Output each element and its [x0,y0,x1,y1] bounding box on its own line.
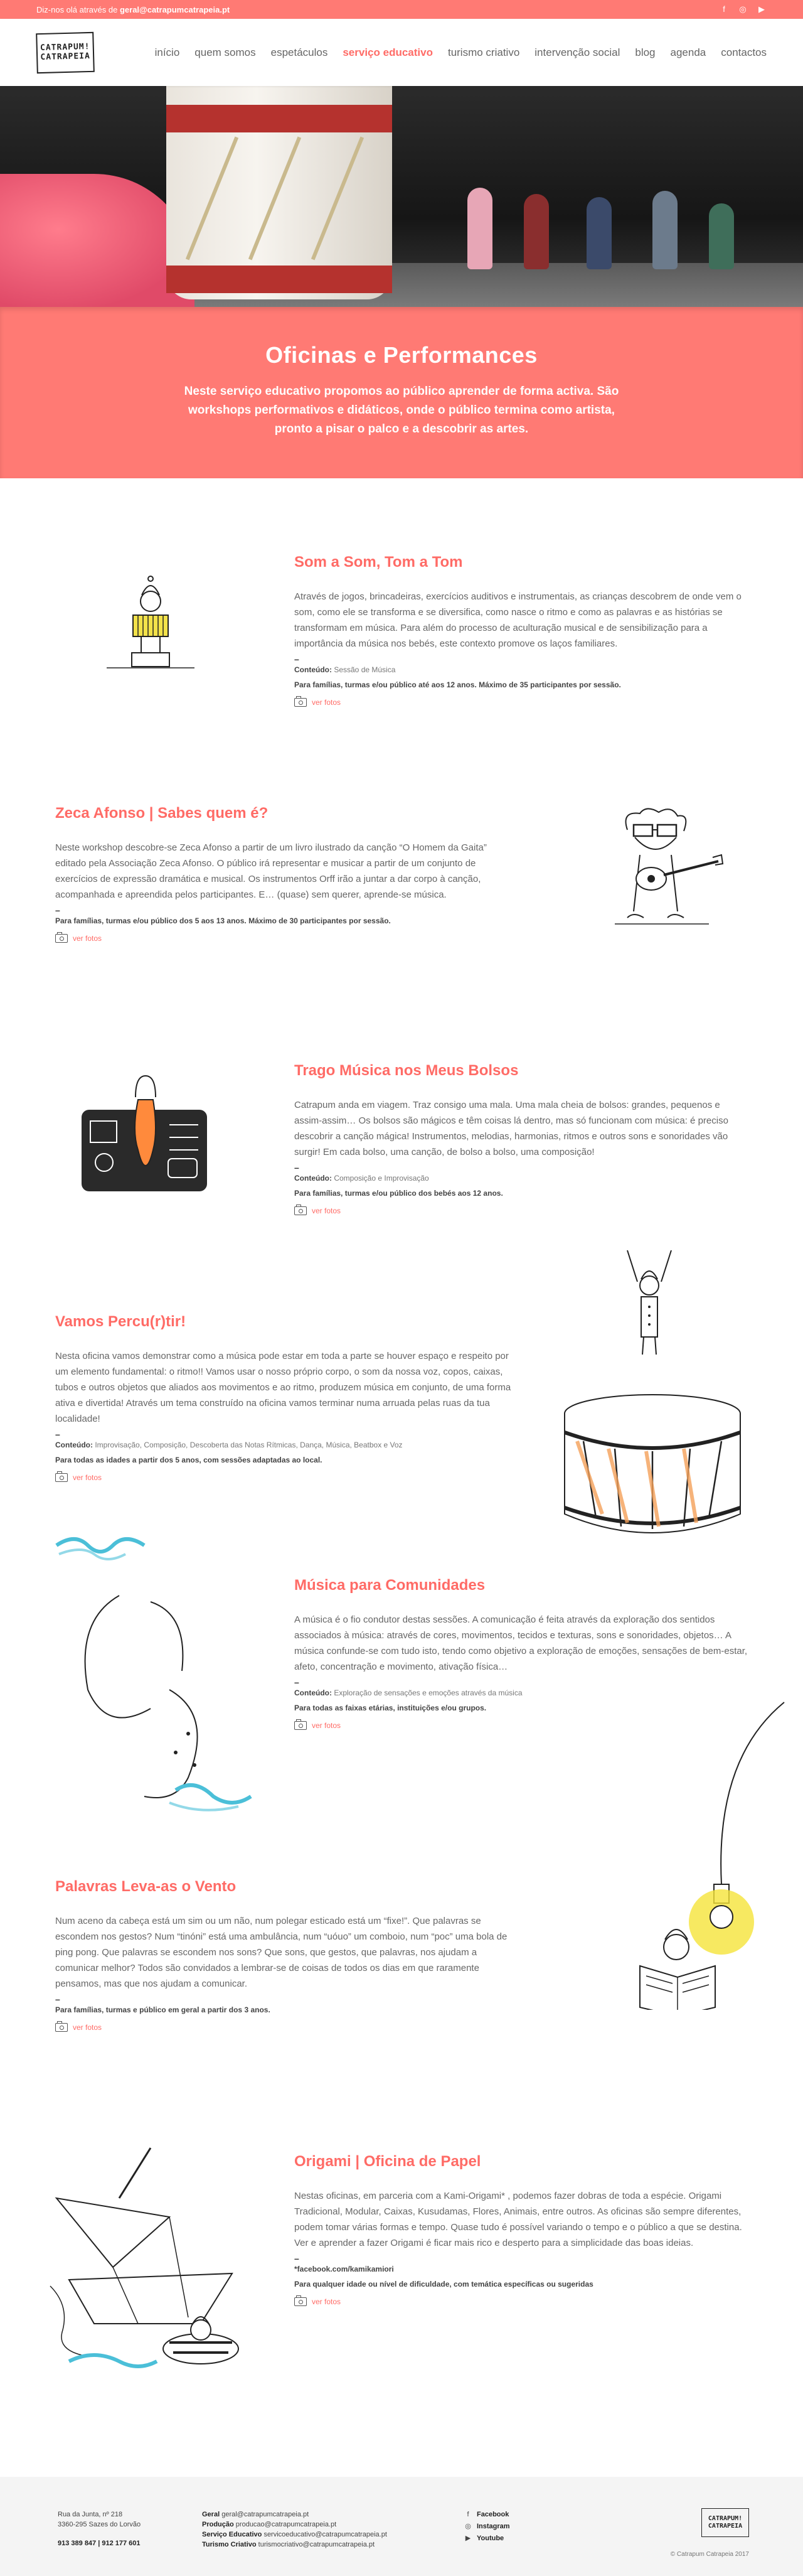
site-footer [0,2477,803,2576]
workshop-description: Nesta oficina vamos demonstrar como a música pode estar em toda a parte se houver espaço e respeito por um elemento fundamental: o ritmo!! Vamos usar o nosso próprio corpo, o som da nossa voz, copos, caixas, tubos e outros objetos que aliados aos movimentos e ao ritmo, produzem música em conjunto, de uma forma ativa e divertida! Através um tema construído na oficina vamos terminar numa arruada pelas ruas da tua localidade! [55,1351,511,1424]
workshop-photos-link[interactable] [294,2297,750,2306]
nav-item-agenda[interactable]: agenda [670,46,706,58]
workshop-description: Neste workshop descobre-se Zeca Afonso a partir de um livro ilustrado da canção “O Homem da Gaita” editado pela Associação Zeca Afonso. O público irá representar e musicar a partir de um conjunto de exercícios de expressão dramática e musical. Os instrumentos Orff irão a juntar a dar corpo à canção, acompanhada e apreendida pelos participantes. E… (quase) sem querer, aprende-se música. [55,842,487,900]
workshop-title: Música para Comunidades [294,1577,486,1594]
workshop-content-value: Improvisação, Composição, Descoberta das Notas Rítmicas, Dança, Música, Beatbox e Voz [95,1441,403,1449]
top-contact [36,5,230,14]
illustration-lamp-reader [627,1696,790,2010]
workshop-content-value: Composição e Improvisação [334,1174,429,1183]
footer-email-label: Turismo Criativo [202,2541,257,2548]
footer-phones: 913 389 847 | 912 177 601 [58,2540,141,2547]
workshop-separator: – [294,2253,299,2263]
hero-child [524,194,549,269]
workshop-audience: Para famílias, turmas e público em geral a partir dos 3 anos. [55,2005,270,2014]
workshop-description: Catrapum anda em viagem. Traz consigo uma mala. Uma mala cheia de bolsos: grandes, pequenos e assim-assim… Os bolsos são mágicos e têm coisas lá dentro, mas só funcionam com música: é preciso descobrir a canção mágica! Instrumentos, melodias, harmonias, ritmos e outros sons e sonoridades vão surgir! Em cada bolso, uma canção, de bolso a bolso, uma composição! [294,1100,728,1157]
footer-email-link[interactable]: servicoeducativo@catrapumcatrapeia.pt [263,2531,387,2538]
workshop-zeca-afonso [55,805,513,943]
footer-email-link[interactable]: geral@catrapumcatrapeia.pt [221,2511,309,2518]
footer-address [58,2509,141,2548]
workshop-separator: – [294,1677,299,1687]
workshop-audience: Para todas as idades a partir dos 5 anos, com sessões adaptadas ao local. [55,1456,322,1464]
instagram-icon[interactable]: ◎ [739,4,747,14]
facebook-icon: f [467,2511,469,2518]
workshop-content-label: Conteúdo: [294,1688,332,1697]
illustration-bass-drum [558,1388,747,1552]
top-social [719,4,767,14]
top-bar [0,0,803,19]
instagram-icon: ◎ [465,2523,471,2530]
hero-drum-band-top [166,105,392,132]
workshop-content [294,665,750,674]
footer-email-link[interactable]: turismocriativo@catrapumcatrapeia.pt [258,2541,375,2548]
footer-instagram-link[interactable] [464,2521,510,2531]
workshop-content-label: Conteúdo: [294,1174,332,1183]
workshops [0,478,803,2476]
hero-drum-rope [248,137,301,260]
footer-email-link[interactable]: producao@catrapumcatrapeia.pt [235,2521,337,2528]
footer-logo-line2: CATRAPEIA [708,2523,743,2530]
logo-line2: CATRAPEIA [40,51,91,62]
camera-icon [294,1206,307,1215]
workshop-content-value: Exploração de sensações e emoções através da música [334,1688,523,1697]
workshop-palavras-vento [55,1878,519,2032]
illustration-guitar-man [596,805,734,930]
footer-address-line2: 3360-295 Sazes do Lorvão [58,2521,141,2528]
footer-youtube-link[interactable] [464,2533,510,2543]
workshop-title: Trago Música nos Meus Bolsos [294,1062,519,1079]
nav-item-contactos[interactable]: contactos [721,46,767,58]
top-contact-label: Diz-nos olá através de [36,4,118,14]
workshop-extra [294,2265,750,2273]
hero-child [652,191,678,269]
intro-text: Neste serviço educativo propomos ao público aprender de forma activa. São workshops performativos e didáticos, onde o público termina como artista, pronto a pisar o palco e a descobrir as artes. [184,385,619,436]
footer-logo-line1: CATRAPUM! [708,2515,743,2522]
workshop-trago-musica [294,1062,750,1215]
workshop-separator: – [294,1162,299,1173]
workshop-title: Vamos Percu(r)tir! [55,1313,186,1330]
workshop-som-a-som [294,554,750,707]
workshop-photos-link[interactable] [55,2023,519,2032]
workshop-title: Som a Som, Tom a Tom [294,554,463,571]
nav-item-inicio[interactable]: início [154,46,180,58]
nav-item-quem-somos[interactable]: quem somos [194,46,256,58]
workshop-audience: Para qualquer idade ou nível de dificuldade, com temática específicas ou sugeridas [294,2280,593,2289]
nav-item-intervencao-social[interactable]: intervenção social [534,46,620,58]
youtube-icon: ▶ [465,2535,471,2542]
nav-item-blog[interactable]: blog [635,46,656,58]
workshop-audience: Para todas as faixas etárias, instituições e/ou grupos. [294,1704,487,1712]
workshop-separator: – [55,1429,60,1439]
workshop-title: Palavras Leva-as o Vento [55,1878,237,1895]
footer-logo[interactable] [701,2508,749,2537]
footer-email-label: Produção [202,2521,234,2528]
hero-child [709,203,734,269]
footer-emails [202,2509,387,2550]
camera-icon [55,2023,68,2032]
workshop-title: Origami | Oficina de Papel [294,2153,481,2170]
workshop-description: Num aceno da cabeça está um sim ou um não, num polegar esticado está um “fixe!”. Que palavras se escondem nos gestos? Num “tinóni” está uma ambulância, num “uóuo” um comboio, num “poc” uma bola de ping pong. Que palavras se escondem nos sons? Que sons, que gestos, que palavras, nos ajudam a comunicar melhor? Todos são convidados a lembrar-se de coisas de todos os dias em que raramente pensamos, mas que nos ajudam a comunicar. [55,1916,508,1989]
camera-icon [55,934,68,943]
workshop-description: A música é o fio condutor destas sessões. A comunicação é feita através da exploração dos sentidos associados à música: através de cores, movimentos, tecidos e texturas, sons e sonoridades, objetos… A música confunde-se com tudo isto, tendo como objetivo a exploração de emoções, sensações de bem-estar, afeto, concentração e movimento, ativação física… [294,1614,748,1672]
workshop-content [294,1174,750,1183]
intro-banner [0,307,803,478]
footer-address-line1: Rua da Junta, nº 218 [58,2511,123,2518]
workshop-photos-label: ver fotos [312,1721,341,1730]
workshop-photos-label: ver fotos [312,698,341,707]
footer-copyright: © Catrapum Catrapeia 2017 [670,2551,749,2558]
hero-drum-rope [186,137,238,260]
workshop-photos-link[interactable] [55,1473,519,1482]
workshop-description: Nestas oficinas, em parceria com a Kami-Origami* , podemos fazer dobras de toda a espécie. Origami Tradicional, Modular, Caixas, Kusudamas, Flores, Animais, entre outros. As oficinas são sempre diferentes, podem tomar várias formas e tempo. Quase tudo é possível variando o tempo e o público a que se destina. Ver e aprender a fazer Origami é ficar mais rico e desperto para a simplicidade das boas ideias. [294,2191,742,2248]
hero-performer-cloth [0,174,194,307]
nav-item-turismo-criativo[interactable]: turismo criativo [447,46,520,58]
illustration-suitcase [75,1075,213,1200]
workshop-photos-label: ver fotos [312,2297,341,2306]
camera-icon [294,698,307,707]
illustration-arms-up-child [621,1244,678,1357]
footer-facebook-link[interactable] [464,2509,510,2520]
workshop-photos-label: ver fotos [73,2023,102,2032]
workshop-content-label: Conteúdo: [294,665,332,674]
workshop-photos-label: ver fotos [73,934,102,943]
logo-line1: CATRAPUM! [40,41,90,53]
hero-photo [0,86,803,307]
workshop-photos-link[interactable] [294,1206,750,1215]
workshop-content-label: Conteúdo: [55,1441,93,1449]
footer-social-label: Facebook [477,2511,509,2518]
hero-child [587,197,612,269]
camera-icon [55,1473,68,1482]
main-nav [155,46,767,59]
youtube-icon[interactable]: ▶ [758,4,765,14]
hero-child [467,188,492,269]
workshop-content-value: Sessão de Música [334,665,396,674]
footer-email-label: Geral [202,2511,220,2518]
footer-social-label: Youtube [477,2535,504,2542]
workshop-content [55,1441,519,1449]
workshop-audience: Para famílias, turmas e/ou público dos bebés aos 12 anos. [294,1189,503,1198]
site-logo[interactable] [36,31,95,73]
nav-item-servico-educativo[interactable]: serviço educativo [343,46,433,58]
workshop-photos-link[interactable] [294,698,750,707]
site-header [0,19,803,86]
workshop-separator: – [294,654,299,664]
camera-icon [294,1721,307,1730]
hero-drum [166,86,392,299]
hero-drum-band-bottom [166,266,392,293]
workshop-description: Através de jogos, brincadeiras, exercícios auditivos e instrumentais, as crianças descobrem de onde vem o som, como ele se transforma e se diversifica, como nasce o ritmo e como as palavras e as histórias se transformam em música. Para além do processo de aculturação musical e de sensibilização para a importância da música nos bebés, este contexto promove os laços familiares. [294,591,742,649]
workshop-photos-label: ver fotos [73,1473,102,1482]
nav-item-espetaculos[interactable]: espetáculos [270,46,328,58]
page-title: Oficinas e Performances [265,342,538,368]
hero-drum-rope [311,137,364,260]
workshop-separator: – [55,905,60,915]
top-contact-email-link[interactable]: geral@catrapumcatrapeia.pt [119,4,230,14]
workshop-separator: – [55,1994,60,2004]
illustration-accordion-child [94,572,207,673]
workshop-audience: Para famílias, turmas e/ou público dos 5 aos 13 anos. Máximo de 30 participantes por sessão. [55,916,391,925]
footer-email-label: Serviço Educativo [202,2531,262,2538]
workshop-origami [294,2153,750,2306]
workshop-title: Zeca Afonso | Sabes quem é? [55,805,269,822]
workshop-photos-label: ver fotos [312,1206,341,1215]
illustration-fish-and-waves [50,1527,276,1840]
workshop-vamos-percutir [55,1313,519,1482]
facebook-icon[interactable]: f [723,4,725,14]
illustration-paper-boat [44,2142,282,2380]
workshop-extra-link[interactable]: *facebook.com/kamikamiori [294,2265,394,2273]
footer-social [464,2509,510,2545]
camera-icon [294,2297,307,2306]
workshop-photos-link[interactable] [55,934,513,943]
workshop-audience: Para famílias, turmas e/ou público até aos 12 anos. Máximo de 35 participantes por sessão. [294,680,621,689]
footer-social-label: Instagram [477,2523,510,2530]
